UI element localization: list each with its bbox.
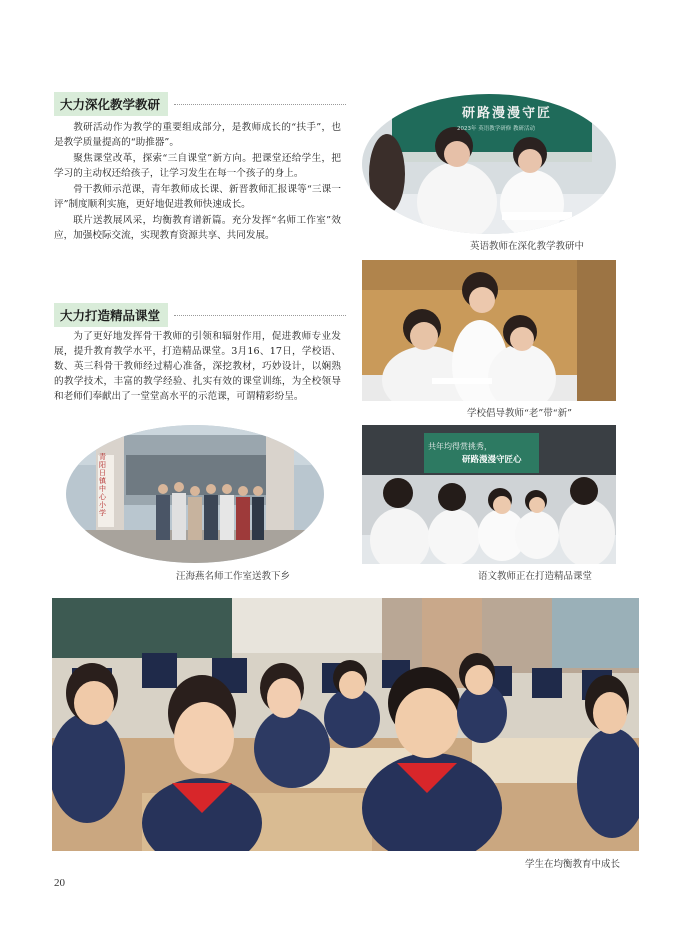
paragraph: 联片送教展风采，均衡教育谱新篇。充分发挥“名师工作室”效应，加强校际交流，实现教育资源共享、共同发展。	[54, 215, 341, 241]
section1-body	[54, 120, 341, 244]
section2-body	[54, 329, 341, 405]
screen-subtitle: 2023年 英语教学研修 教研活动	[457, 126, 535, 132]
paragraph: 为了更好地发挥骨干教师的引领和辐射作用，促进教师专业发展，提升教育教学水平，打造精品课堂。3月16、17日，学校语、数、英三科骨干教师经过精心准备，深挖教材，巧妙设计，以娴熟的教学技术，丰富的教学经验、扎实有效的课堂训练，为全校领导和老师们奉献出了一堂堂高水平的示范课，可谓精彩纷呈。	[54, 331, 341, 402]
screen-line: 共年均得赏挑秀，	[428, 442, 492, 451]
photo-english-teacher	[362, 94, 616, 234]
school-sign: 青阳日镇中心小学	[99, 453, 106, 517]
photo-caption: 汪海燕名师工作室送教下乡	[176, 571, 291, 582]
section-heading-quality-class	[54, 303, 346, 327]
section-title: 大力打造精品课堂	[54, 303, 168, 327]
photo-caption: 英语教师在深化教学教研中	[470, 241, 585, 252]
section-title: 大力深化教学教研	[54, 92, 168, 116]
dotted-rule	[174, 314, 346, 316]
photo-caption: 学校倡导教师“老”带“新”	[467, 408, 572, 419]
screen-line: 研路漫漫守匠心	[462, 455, 522, 465]
photo-caption: 学生在均衡教育中成长	[525, 859, 621, 870]
paragraph: 教研活动作为教学的重要组成部分，是教师成长的“扶手”，也是教学质量提高的“助推器”。	[54, 122, 341, 148]
photo-mentor	[362, 260, 616, 401]
photo-studio-visit	[66, 425, 324, 563]
screen-title: 研路漫漫守匠	[462, 106, 553, 121]
photo-classroom	[52, 598, 639, 851]
paragraph: 聚焦课堂改革，探索“三自课堂”新方向。把课堂还给学生，把学习的主动权还给孩子，让学习发生在每一个孩子的身上。	[54, 153, 341, 179]
paragraph: 骨干教师示范课，青年教师成长课、新晋教师汇报课等“三课一评”制度顺利实施，更好地促进教师快速成长。	[54, 184, 341, 210]
photo-chinese-teacher	[362, 425, 616, 564]
section-heading-teaching-research	[54, 92, 346, 116]
dotted-rule	[174, 103, 346, 105]
page-number: 20	[54, 877, 65, 889]
photo-caption: 语文教师正在打造精品课堂	[478, 571, 593, 582]
